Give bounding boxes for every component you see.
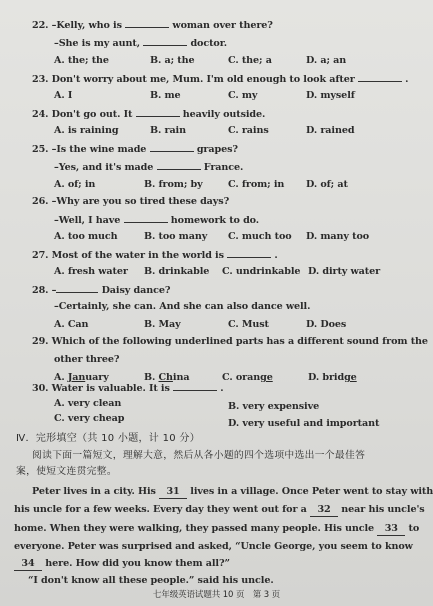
q26-blank[interactable] bbox=[124, 213, 168, 223]
q30-option-a[interactable]: A. very clean bbox=[54, 398, 122, 409]
q26-option-b[interactable]: B. too many bbox=[144, 231, 208, 242]
q28-blank[interactable] bbox=[56, 283, 98, 293]
q24-stem bbox=[32, 107, 265, 121]
q22-option-c[interactable]: C. the; a bbox=[228, 55, 272, 66]
q26-line2 bbox=[54, 213, 259, 227]
q23-stem: 23. Don't worry about me, Mum. I'm old enough to look after . bbox=[32, 74, 409, 85]
q29-c-underlined: ge bbox=[260, 372, 273, 383]
q30-blank[interactable] bbox=[173, 381, 217, 391]
passage-l2a: his uncle for a few weeks. Every day they went out for a bbox=[14, 504, 307, 515]
q29-b-post: ina bbox=[172, 372, 190, 383]
q27-stem-text: 27. Most of the water in the world is bbox=[32, 250, 224, 261]
q24-option-b[interactable]: B. rain bbox=[150, 125, 186, 136]
blank-33[interactable]: 33 bbox=[377, 523, 405, 536]
q26-option-a[interactable]: A. too much bbox=[54, 231, 118, 242]
passage-line-2 bbox=[14, 504, 425, 517]
q23-option-c[interactable]: C. my bbox=[228, 90, 258, 101]
passage-line-5 bbox=[14, 558, 230, 571]
q22-line2-b: doctor. bbox=[190, 38, 228, 49]
q30-option-b[interactable]: B. very expensive bbox=[228, 401, 320, 412]
q30-option-c[interactable]: C. very cheap bbox=[54, 413, 125, 424]
q27-option-d[interactable]: D. dirty water bbox=[308, 266, 381, 277]
blank-34[interactable]: 34 bbox=[14, 558, 42, 571]
q28-option-b[interactable]: B. May bbox=[144, 319, 181, 330]
passage-line-1 bbox=[32, 486, 433, 499]
q24-option-d[interactable]: D. rained bbox=[306, 125, 355, 136]
q27-option-c[interactable]: C. undrinkable bbox=[222, 266, 301, 277]
passage-l1b: lives in a village. Once Peter went to stay with bbox=[190, 486, 433, 497]
q24-stem-b: heavily outside. bbox=[182, 109, 266, 120]
page-footer: 七年级英语试题共 10 页 第 3 页 bbox=[152, 590, 281, 600]
q25-line2 bbox=[54, 160, 243, 174]
q23-option-d[interactable]: D. myself bbox=[306, 90, 355, 101]
q24-option-c[interactable]: C. rains bbox=[228, 125, 269, 136]
passage-l3a: home. When they were walking, they passed many people. His uncle bbox=[14, 523, 375, 534]
blank-31[interactable]: 31 bbox=[159, 486, 187, 499]
section-instruction-1: 阅读下面一篇短文，理解大意，然后从各小题的四个选项中选出一个最佳答 bbox=[32, 450, 366, 461]
q22-blank-2[interactable] bbox=[143, 36, 187, 46]
q25-option-b[interactable]: B. from; by bbox=[144, 179, 203, 190]
q25-stem bbox=[32, 142, 238, 156]
q29-c-pre: C. oran bbox=[222, 372, 261, 383]
q29-b-pre: B. bbox=[144, 372, 159, 383]
q30-option-d[interactable]: D. very useful and important bbox=[228, 418, 380, 429]
q25-option-a[interactable]: A. of; in bbox=[54, 179, 96, 190]
q29-a-post: uary bbox=[85, 372, 109, 383]
q26-option-d[interactable]: D. many too bbox=[306, 231, 370, 242]
q28-line2: –Certainly, she can. And she can also dance well. bbox=[54, 301, 311, 312]
q28-option-d[interactable]: D. Does bbox=[306, 319, 347, 330]
passage-l3b: to bbox=[408, 523, 420, 534]
q25-blank-1[interactable] bbox=[150, 142, 194, 152]
blank-32[interactable]: 32 bbox=[310, 504, 338, 517]
q22-blank-1[interactable] bbox=[125, 18, 169, 28]
q25-option-c[interactable]: C. from; in bbox=[228, 179, 285, 190]
q29-d-pre: D. brid bbox=[308, 372, 345, 383]
q22-option-d[interactable]: D. a; an bbox=[306, 55, 347, 66]
q25-option-d[interactable]: D. of; at bbox=[306, 179, 348, 190]
q23-blank[interactable] bbox=[358, 72, 402, 82]
q27-stem: 27. Most of the water in the world is . bbox=[32, 250, 278, 261]
q24-option-a[interactable]: A. is raining bbox=[54, 125, 119, 136]
q23-option-b[interactable]: B. me bbox=[150, 90, 181, 101]
q22-stem-a: 22. –Kelly, who is bbox=[32, 20, 122, 31]
passage-l5: here. How did you know them all?” bbox=[45, 558, 230, 569]
q25-line2-b: France. bbox=[203, 162, 244, 173]
q29-a-underlined: Jan bbox=[67, 372, 86, 383]
q26-line2-a: –Well, I have bbox=[54, 215, 121, 226]
q29-option-d[interactable] bbox=[308, 372, 357, 384]
q25-line2-a: –Yes, and it's made bbox=[54, 162, 154, 173]
q28-stem-b: Daisy dance? bbox=[101, 285, 171, 296]
q22-line2-a: –She is my aunt, bbox=[54, 38, 140, 49]
q27-blank[interactable] bbox=[227, 248, 271, 258]
q26-option-c[interactable]: C. much too bbox=[228, 231, 292, 242]
q26-line2-b: homework to do. bbox=[170, 215, 260, 226]
q25-stem-b: grapes? bbox=[196, 144, 238, 155]
q29-a-pre: A. bbox=[54, 372, 68, 383]
q26-stem: 26. –Why are you so tired these days? bbox=[32, 196, 230, 207]
passage-line-6: “I don't know all these people.” said his uncle. bbox=[28, 575, 274, 586]
passage-l2b: near his uncle's bbox=[341, 504, 425, 515]
q30-stem-text: 30. Water is valuable. It is bbox=[32, 383, 170, 394]
passage-l1a: Peter lives in a city. His bbox=[32, 486, 156, 497]
section-heading: Ⅳ．完形填空（共 10 小题，计 10 分） bbox=[16, 433, 200, 444]
q29-line2: other three? bbox=[54, 354, 120, 365]
q23-option-a[interactable]: A. I bbox=[54, 90, 73, 101]
q29-b-underlined: Ch bbox=[158, 372, 173, 383]
q22-stem bbox=[32, 18, 273, 32]
q27-option-a[interactable]: A. fresh water bbox=[54, 266, 128, 277]
q22-option-a[interactable]: A. the; the bbox=[54, 55, 109, 66]
q22-line2 bbox=[54, 36, 227, 50]
q27-option-b[interactable]: B. drinkable bbox=[144, 266, 210, 277]
q25-blank-2[interactable] bbox=[157, 160, 201, 170]
passage-line-3 bbox=[14, 523, 419, 536]
q30-title: 30. Water is valuable. It is . bbox=[32, 383, 224, 394]
q24-stem-a: 24. Don't go out. It bbox=[32, 109, 133, 120]
q28-stem-a: 28. – bbox=[32, 285, 57, 296]
q22-stem-b: woman over there? bbox=[172, 20, 273, 31]
q28-option-a[interactable]: A. Can bbox=[54, 319, 89, 330]
passage-line-4: everyone. Peter was surprised and asked, “Uncle George, you seem to know bbox=[14, 541, 413, 552]
q24-blank[interactable] bbox=[136, 107, 180, 117]
q29-stem: 29. Which of the following underlined parts has a different sound from the bbox=[32, 336, 428, 347]
q25-stem-a: 25. –Is the wine made bbox=[32, 144, 147, 155]
q22-option-b[interactable]: B. a; the bbox=[150, 55, 195, 66]
q23-stem-text: 23. Don't worry about me, Mum. I'm old enough to look after bbox=[32, 74, 355, 85]
section-instruction-2: 案，使短文连贯完整。 bbox=[16, 466, 117, 477]
q29-option-c[interactable] bbox=[222, 372, 273, 384]
q29-d-underlined: ge bbox=[344, 372, 357, 383]
q28-option-c[interactable]: C. Must bbox=[228, 319, 269, 330]
q28-stem bbox=[32, 283, 170, 297]
